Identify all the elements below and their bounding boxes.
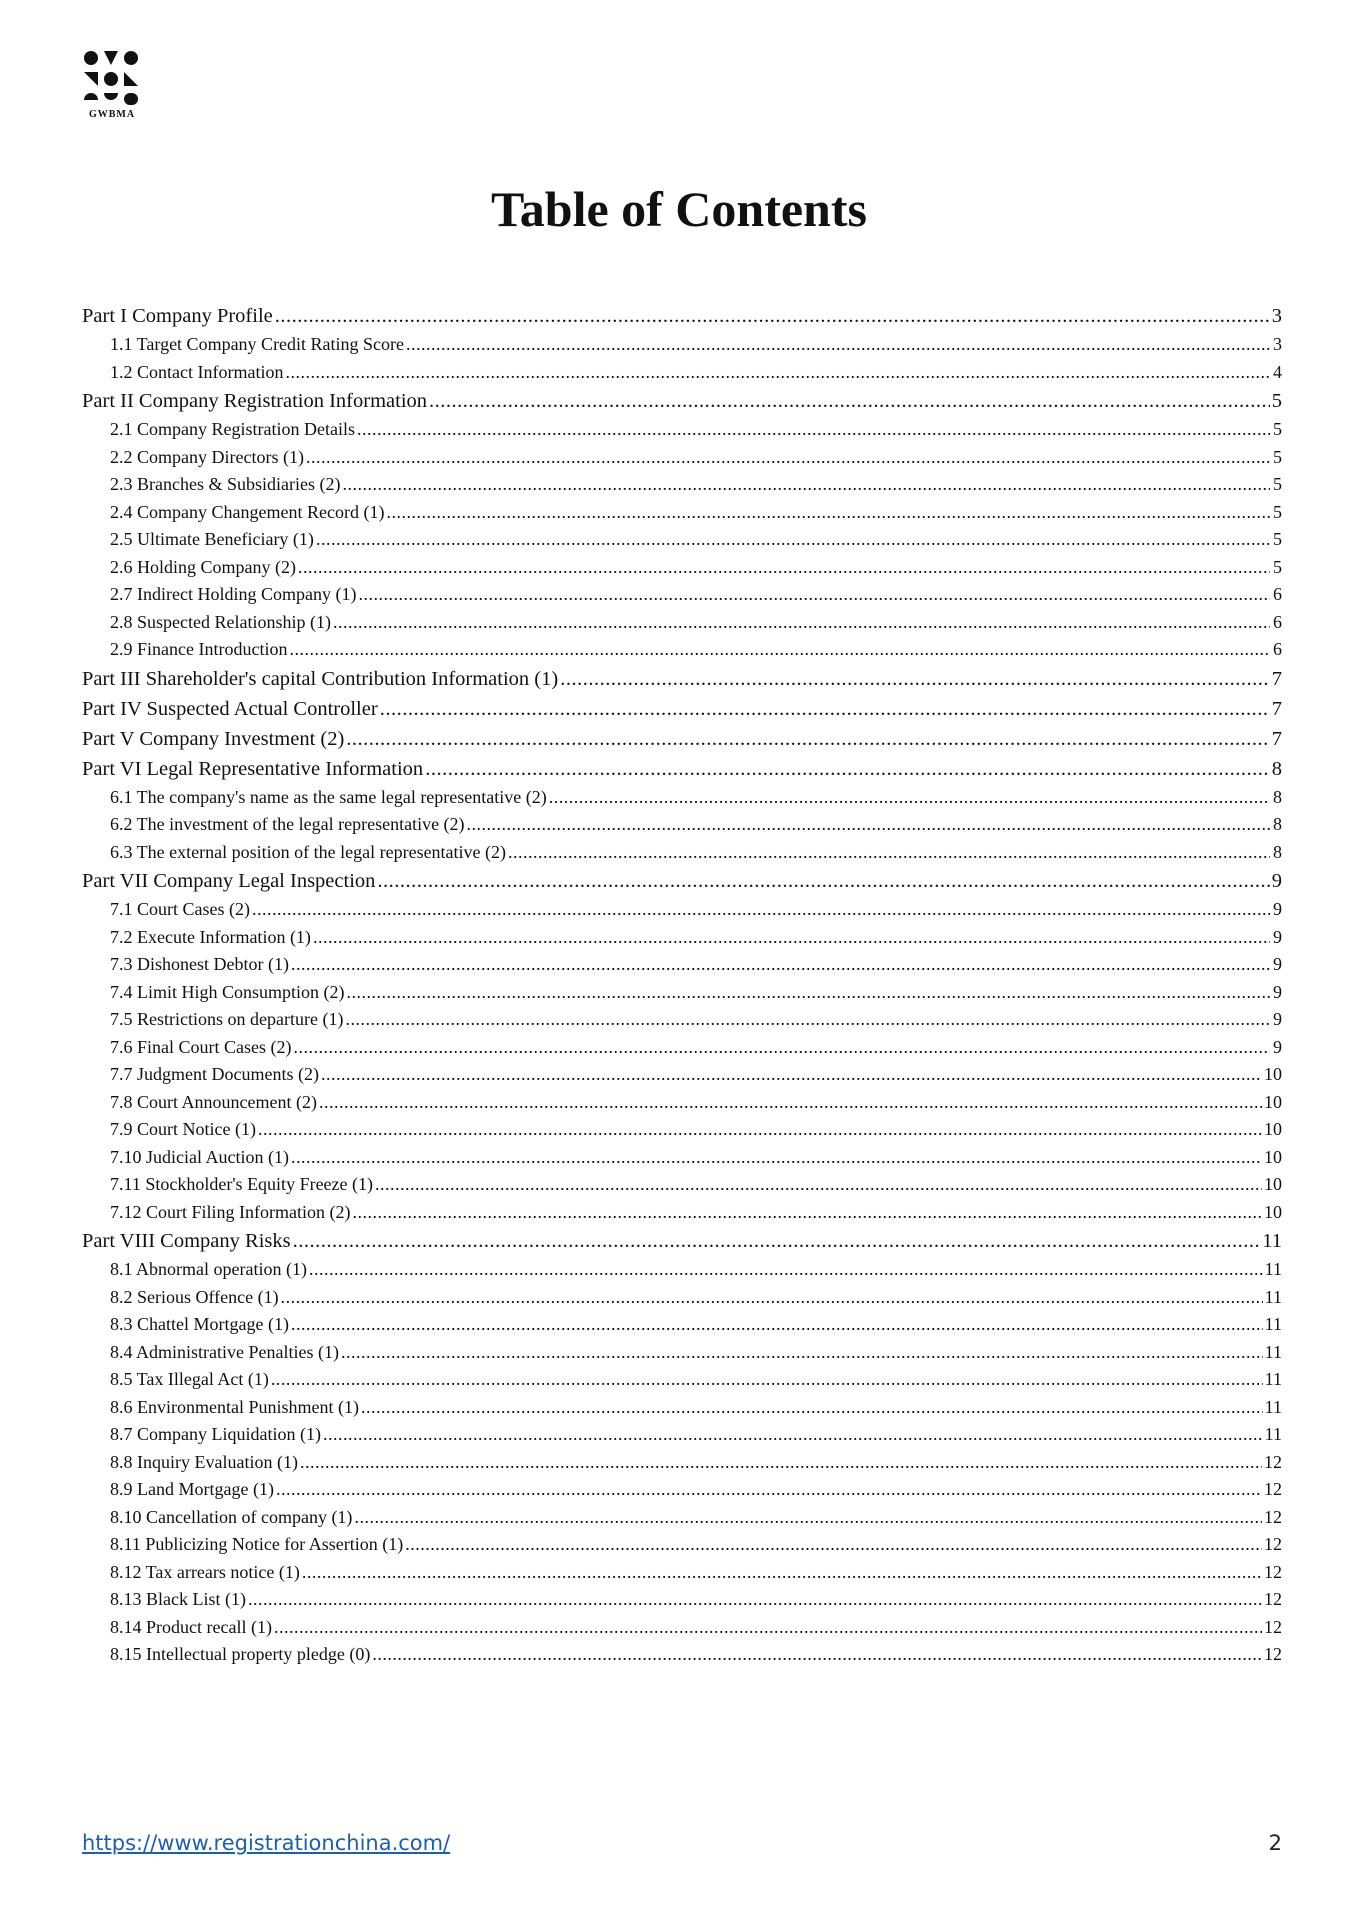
toc-entry-page: 12 (1264, 1561, 1282, 1582)
toc-entry-label: 7.3 Dishonest Debtor (1) (110, 954, 289, 974)
toc-entry-page: 10 (1264, 1146, 1282, 1167)
toc-entry-page: 10 (1264, 1091, 1282, 1112)
toc-sub-entry[interactable] (82, 1089, 1282, 1117)
toc-entry-page: 10 (1264, 1119, 1282, 1139)
toc-entry-page: 10 (1264, 1064, 1282, 1084)
toc-leader-dots (300, 1449, 1262, 1477)
toc-sub-entry[interactable] (82, 1394, 1282, 1422)
toc-leader-dots (361, 1394, 1263, 1422)
toc-entry-page: 9 (1273, 1009, 1282, 1029)
toc-leader-dots (298, 554, 1270, 582)
toc-leader-dots (345, 1006, 1270, 1034)
page-number: 2 (1268, 1831, 1282, 1855)
toc-entry-label: Part VI Legal Representative Information (82, 757, 424, 780)
toc-entry-label: 8.13 Black List (1) (110, 1589, 246, 1609)
toc-leader-dots (309, 1256, 1263, 1284)
toc-entry-label: Part III Shareholder's capital Contribution Information (1) (82, 667, 559, 690)
toc-entry-label: 8.6 Environmental Punishment (1) (110, 1396, 359, 1417)
toc-entry-label: 8.12 Tax arrears notice (1) (110, 1561, 300, 1582)
toc-entry-label: 2.5 Ultimate Beneficiary (1) (110, 529, 314, 549)
toc-sub-entry[interactable] (82, 1586, 1282, 1614)
toc-leader-dots (357, 416, 1270, 444)
toc-entry-page: 6 (1273, 611, 1282, 632)
toc-leader-dots (405, 1531, 1262, 1559)
toc-entry-page: 7 (1271, 667, 1282, 690)
toc-sub-entry[interactable] (82, 1006, 1282, 1034)
page-title: Table of Contents (491, 181, 867, 237)
toc-sub-entry[interactable] (82, 1614, 1282, 1642)
toc-entry-label: 8.7 Company Liquidation (1) (110, 1424, 321, 1444)
toc-entry-label: 8.10 Cancellation of company (1) (110, 1506, 353, 1527)
toc-entry-label: Part I Company Profile (82, 305, 273, 327)
toc-leader-dots (560, 664, 1270, 694)
toc-entry-label: 2.3 Branches & Subsidiaries (2) (110, 474, 341, 494)
toc-sub-entry[interactable] (82, 979, 1282, 1007)
toc-leader-dots (319, 1089, 1262, 1117)
gwbma-logo (82, 50, 144, 120)
toc-leader-dots (294, 1034, 1271, 1062)
toc-sub-entry[interactable] (82, 1061, 1282, 1089)
toc-entry-label: 7.10 Judicial Auction (1) (110, 1146, 289, 1167)
toc-leader-dots (342, 471, 1270, 499)
toc-leader-dots (313, 924, 1270, 952)
toc-leader-dots (429, 386, 1270, 416)
toc-sub-entry[interactable] (82, 1641, 1282, 1669)
toc-entry-label: Part VII Company Legal Inspection (82, 870, 376, 892)
toc-sub-entry[interactable] (82, 1339, 1282, 1367)
toc-entry-page: 8 (1273, 841, 1282, 862)
toc-sub-entry[interactable] (82, 1421, 1282, 1449)
toc-entry-label: 8.11 Publicizing Notice for Assertion (1) (110, 1534, 404, 1554)
toc-entry-page: 12 (1264, 1616, 1282, 1637)
toc-entry-page: 11 (1262, 1230, 1282, 1252)
toc-leader-dots (271, 1366, 1263, 1394)
toc-part-entry[interactable] (82, 754, 1282, 784)
toc-entry-page: 9 (1273, 981, 1282, 1002)
toc-entry-page: 10 (1264, 1174, 1282, 1194)
table-of-contents (82, 301, 1282, 1669)
toc-sub-entry[interactable] (82, 1366, 1282, 1394)
toc-sub-entry[interactable] (82, 331, 1282, 359)
toc-entry-page: 9 (1273, 954, 1282, 974)
toc-entry-label: 7.1 Court Cases (2) (110, 899, 250, 919)
toc-leader-dots (341, 1339, 1263, 1367)
toc-sub-entry[interactable] (82, 416, 1282, 444)
toc-part-entry[interactable] (82, 664, 1282, 694)
toc-sub-entry[interactable] (82, 581, 1282, 609)
toc-entry-label: 8.14 Product recall (1) (110, 1616, 272, 1637)
toc-sub-entry[interactable] (82, 1284, 1282, 1312)
toc-entry-page: 12 (1264, 1644, 1282, 1664)
toc-entry-page: 3 (1271, 305, 1282, 327)
toc-part-entry[interactable] (82, 1226, 1282, 1256)
toc-sub-entry[interactable] (82, 526, 1282, 554)
toc-entry-page: 11 (1264, 1341, 1282, 1362)
toc-entry-label: 7.12 Court Filing Information (2) (110, 1201, 351, 1222)
toc-entry-page: 11 (1264, 1314, 1282, 1334)
toc-part-entry[interactable] (82, 386, 1282, 416)
toc-entry-label: 6.3 The external position of the legal representative (2) (110, 841, 507, 862)
toc-sub-entry[interactable] (82, 636, 1282, 664)
toc-entry-page: 12 (1264, 1451, 1282, 1472)
toc-sub-entry[interactable] (82, 924, 1282, 952)
toc-entry-label: 2.1 Company Registration Details (110, 419, 355, 439)
footer-link[interactable]: https://www.registrationchina.com/ (82, 1831, 451, 1855)
toc-leader-dots (425, 754, 1270, 784)
toc-entry-label: 2.9 Finance Introduction (110, 639, 288, 659)
toc-entry-label: 7.9 Court Notice (1) (110, 1119, 256, 1139)
toc-entry-label: 8.9 Land Mortgage (1) (110, 1479, 274, 1499)
toc-sub-entry[interactable] (82, 839, 1282, 867)
toc-leader-dots (380, 694, 1270, 724)
toc-leader-dots (372, 1641, 1262, 1669)
toc-sub-entry[interactable] (82, 1559, 1282, 1587)
toc-entry-label: Part IV Suspected Actual Controller (82, 697, 378, 720)
toc-entry-label: 8.3 Chattel Mortgage (1) (110, 1314, 289, 1334)
toc-entry-label: 6.1 The company's name as the same legal representative (2) (110, 786, 547, 807)
toc-sub-entry[interactable] (82, 1116, 1282, 1144)
toc-entry-page: 12 (1264, 1479, 1282, 1499)
toc-entry-page: 5 (1273, 501, 1282, 522)
toc-entry-page: 5 (1273, 556, 1282, 577)
toc-entry-label: 7.5 Restrictions on departure (1) (110, 1009, 344, 1029)
toc-entry-page: 12 (1264, 1506, 1282, 1527)
toc-entry-label: 6.2 The investment of the legal representative (2) (110, 814, 465, 834)
toc-entry-page: 11 (1264, 1396, 1282, 1417)
toc-entry-page: 8 (1273, 786, 1282, 807)
toc-leader-dots (386, 499, 1270, 527)
toc-leader-dots (323, 1421, 1263, 1449)
toc-sub-entry[interactable] (82, 784, 1282, 812)
toc-entry-page: 6 (1273, 639, 1282, 659)
toc-entry-page: 5 (1273, 529, 1282, 549)
toc-leader-dots (285, 359, 1270, 387)
toc-sub-entry[interactable] (82, 1476, 1282, 1504)
toc-sub-entry[interactable] (82, 554, 1282, 582)
toc-entry-page: 11 (1264, 1286, 1282, 1307)
toc-leader-dots (354, 1504, 1262, 1532)
toc-entry-label: 2.8 Suspected Relationship (1) (110, 611, 331, 632)
toc-leader-dots (467, 811, 1270, 839)
toc-entry-label: 1.2 Contact Information (110, 361, 284, 382)
toc-entry-label: 7.4 Limit High Consumption (2) (110, 981, 345, 1002)
toc-entry-page: 12 (1264, 1534, 1282, 1554)
toc-entry-page: 9 (1273, 899, 1282, 919)
toc-entry-label: 2.4 Company Changement Record (1) (110, 501, 385, 522)
toc-leader-dots (347, 979, 1270, 1007)
toc-entry-label: Part VIII Company Risks (82, 1230, 291, 1252)
toc-entry-page: 8 (1273, 814, 1282, 834)
toc-entry-page: 7 (1271, 697, 1282, 720)
toc-entry-label: 7.8 Court Announcement (2) (110, 1091, 317, 1112)
toc-leader-dots (289, 636, 1270, 664)
toc-entry-page: 5 (1271, 390, 1282, 412)
toc-entry-label: 7.7 Judgment Documents (2) (110, 1064, 319, 1084)
toc-entry-page: 5 (1273, 446, 1282, 467)
toc-entry-page: 10 (1264, 1201, 1282, 1222)
toc-entry-label: 8.5 Tax Illegal Act (1) (110, 1369, 269, 1389)
toc-leader-dots (275, 301, 1270, 331)
toc-sub-entry[interactable] (82, 1531, 1282, 1559)
toc-sub-entry[interactable] (82, 1256, 1282, 1284)
toc-sub-entry[interactable] (82, 499, 1282, 527)
toc-leader-dots (293, 1226, 1261, 1256)
toc-leader-dots (248, 1586, 1262, 1614)
toc-sub-entry[interactable] (82, 811, 1282, 839)
toc-sub-entry[interactable] (82, 1504, 1282, 1532)
toc-leader-dots (252, 896, 1270, 924)
toc-sub-entry[interactable] (82, 1449, 1282, 1477)
toc-leader-dots (358, 581, 1270, 609)
toc-entry-label: 7.11 Stockholder's Equity Freeze (1) (110, 1174, 374, 1194)
toc-leader-dots (276, 1476, 1262, 1504)
toc-entry-label: 8.15 Intellectual property pledge (0) (110, 1644, 371, 1664)
toc-part-entry[interactable] (82, 301, 1282, 331)
toc-leader-dots (291, 1144, 1262, 1172)
toc-entry-label: Part V Company Investment (2) (82, 727, 345, 750)
toc-entry-page: 9 (1273, 926, 1282, 947)
toc-entry-page: 8 (1271, 757, 1282, 780)
toc-entry-label: 8.4 Administrative Penalties (1) (110, 1341, 339, 1362)
logo-text: GWBMA (88, 109, 136, 120)
toc-sub-entry[interactable] (82, 444, 1282, 472)
toc-entry-page: 3 (1273, 334, 1282, 354)
toc-leader-dots (281, 1284, 1263, 1312)
toc-sub-entry[interactable] (82, 609, 1282, 637)
toc-part-entry[interactable] (82, 724, 1282, 754)
toc-leader-dots (406, 331, 1270, 359)
toc-leader-dots (508, 839, 1270, 867)
toc-entry-label: 2.6 Holding Company (2) (110, 556, 296, 577)
toc-entry-label: 7.6 Final Court Cases (2) (110, 1036, 292, 1057)
toc-entry-label: 8.2 Serious Offence (1) (110, 1286, 279, 1307)
toc-sub-entry[interactable] (82, 1171, 1282, 1199)
toc-leader-dots (375, 1171, 1262, 1199)
toc-sub-entry[interactable] (82, 896, 1282, 924)
toc-entry-label: 1.1 Target Company Credit Rating Score (110, 334, 405, 354)
toc-leader-dots (346, 724, 1269, 754)
toc-entry-label: 8.1 Abnormal operation (1) (110, 1259, 307, 1279)
toc-entry-page: 12 (1264, 1589, 1282, 1609)
toc-entry-page: 5 (1273, 419, 1282, 439)
toc-entry-page: 9 (1273, 1036, 1282, 1057)
toc-sub-entry[interactable] (82, 951, 1282, 979)
toc-leader-dots (258, 1116, 1262, 1144)
toc-sub-entry[interactable] (82, 471, 1282, 499)
toc-sub-entry[interactable] (82, 359, 1282, 387)
toc-leader-dots (549, 784, 1270, 812)
toc-entry-label: 7.2 Execute Information (1) (110, 926, 311, 947)
toc-entry-page: 9 (1271, 870, 1282, 892)
toc-leader-dots (333, 609, 1270, 637)
toc-sub-entry[interactable] (82, 1311, 1282, 1339)
toc-entry-label: Part II Company Registration Information (82, 390, 428, 412)
toc-entry-page: 7 (1271, 727, 1282, 750)
toc-entry-page: 11 (1264, 1369, 1282, 1389)
toc-entry-page: 11 (1264, 1424, 1282, 1444)
toc-sub-entry[interactable] (82, 1199, 1282, 1227)
gwbma-logo-icon (82, 50, 142, 106)
toc-sub-entry[interactable] (82, 1034, 1282, 1062)
toc-part-entry[interactable] (82, 694, 1282, 724)
toc-leader-dots (316, 526, 1270, 554)
toc-leader-dots (291, 1311, 1263, 1339)
toc-leader-dots (302, 1559, 1262, 1587)
toc-leader-dots (377, 866, 1269, 896)
toc-leader-dots (352, 1199, 1262, 1227)
toc-entry-label: 2.2 Company Directors (1) (110, 446, 304, 467)
toc-entry-label: 8.8 Inquiry Evaluation (1) (110, 1451, 298, 1472)
toc-entry-page: 4 (1273, 361, 1282, 382)
toc-leader-dots (274, 1614, 1262, 1642)
toc-leader-dots (306, 444, 1270, 472)
toc-leader-dots (321, 1061, 1262, 1089)
toc-entry-page: 6 (1273, 584, 1282, 604)
toc-sub-entry[interactable] (82, 1144, 1282, 1172)
toc-part-entry[interactable] (82, 866, 1282, 896)
toc-entry-page: 5 (1273, 474, 1282, 494)
toc-leader-dots (291, 951, 1270, 979)
toc-entry-label: 2.7 Indirect Holding Company (1) (110, 584, 357, 604)
toc-entry-page: 11 (1264, 1259, 1282, 1279)
